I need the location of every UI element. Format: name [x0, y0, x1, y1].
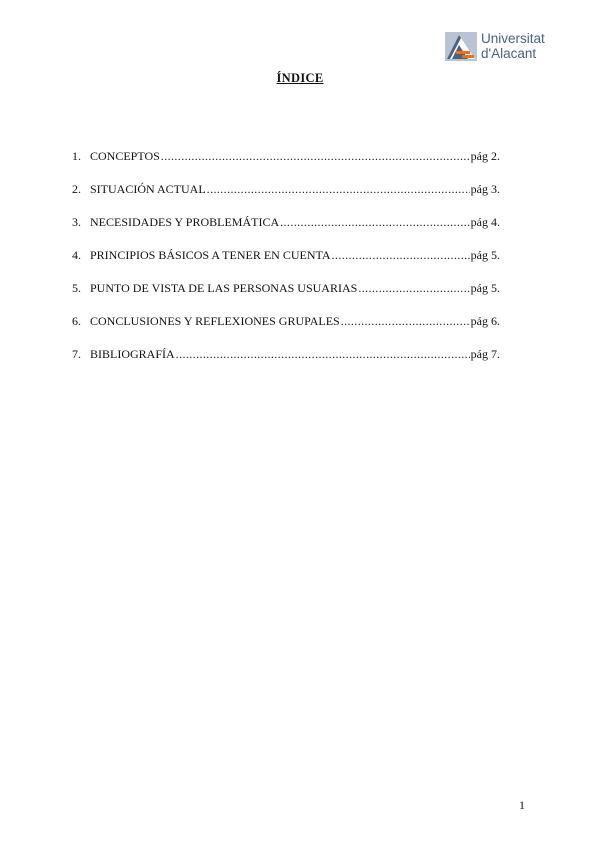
table-of-contents — [72, 149, 500, 380]
logo-line-1: Universitat — [481, 31, 545, 46]
toc-label: CONCEPTOS — [90, 149, 160, 163]
toc-leader-dots — [176, 347, 470, 362]
toc-page: pág 7. — [470, 347, 500, 361]
toc-item-1[interactable] — [72, 149, 500, 182]
page-title: ÍNDICE — [276, 71, 324, 85]
toc-item-6[interactable] — [72, 314, 500, 347]
toc-label: BIBLIOGRAFÍA — [90, 347, 175, 361]
toc-number: 4. — [72, 248, 81, 262]
toc-page: pág 3. — [470, 182, 500, 196]
toc-item-4[interactable] — [72, 248, 500, 281]
toc-page: pág 5. — [470, 248, 500, 262]
logo-text — [481, 31, 545, 61]
toc-label: CONCLUSIONES Y REFLEXIONES GRUPALES — [90, 314, 340, 328]
toc-item-5[interactable] — [72, 281, 500, 314]
toc-number: 2. — [72, 182, 81, 196]
toc-leader-dots — [280, 215, 470, 230]
university-logo — [444, 30, 556, 66]
toc-leader-dots — [341, 314, 470, 329]
toc-label: PRINCIPIOS BÁSICOS A TENER EN CUENTA — [90, 248, 331, 262]
toc-number: 7. — [72, 347, 81, 361]
page-number: 1 — [519, 798, 525, 812]
toc-item-7[interactable] — [72, 347, 500, 380]
toc-label: PUNTO DE VISTA DE LAS PERSONAS USUARIAS — [90, 281, 358, 295]
toc-page: pág 6. — [470, 314, 500, 328]
toc-item-3[interactable] — [72, 215, 500, 248]
toc-page: pág 5. — [470, 281, 500, 295]
toc-leader-dots — [332, 248, 470, 263]
toc-leader-dots — [207, 182, 470, 197]
toc-number: 3. — [72, 215, 81, 229]
toc-label: NECESIDADES Y PROBLEMÁTICA — [90, 215, 280, 229]
toc-number: 5. — [72, 281, 81, 295]
toc-page: pág 2. — [470, 149, 500, 163]
toc-number: 1. — [72, 149, 81, 163]
toc-item-2[interactable] — [72, 182, 500, 215]
toc-page: pág 4. — [470, 215, 500, 229]
toc-leader-dots — [358, 281, 469, 296]
toc-leader-dots — [161, 149, 470, 164]
university-crest-icon — [444, 30, 478, 62]
toc-label: SITUACIÓN ACTUAL — [90, 182, 206, 196]
toc-number: 6. — [72, 314, 81, 328]
logo-line-2: d'Alacant — [481, 46, 537, 61]
